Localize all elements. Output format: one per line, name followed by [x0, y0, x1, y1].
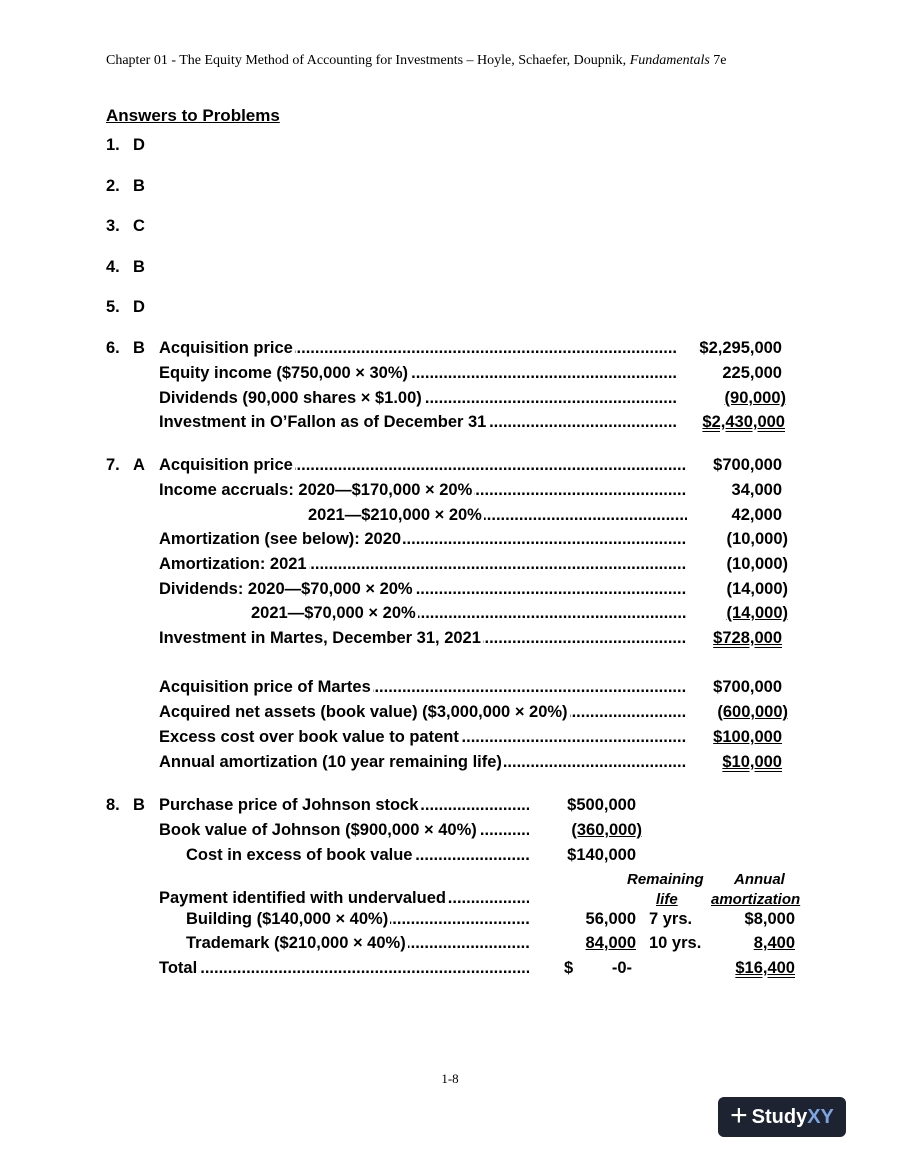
p8-building-label: Building ($140,000 × 40%) ..... [186, 910, 529, 929]
p8-row-label: Cost in excess of book value ..... [186, 846, 529, 865]
p7-martes-label: Acquisition price of Martes ..... [159, 678, 687, 697]
p6-row-value: 225,000 [722, 364, 782, 382]
p8-building-life: 7 yrs. [649, 910, 693, 928]
answer-4-number: 4. [106, 258, 120, 276]
p8-payment-label: Payment identified with undervalued ..... [159, 889, 529, 908]
header-text: Chapter 01 - The Equity Method of Accounting for Investments – Hoyle, Schaefer, Doupnik, [106, 53, 630, 68]
col-life-header: life [656, 891, 678, 908]
answer-5-number: 5. [106, 298, 120, 316]
p8-row-label: Purchase price of Johnson stock ..... [159, 796, 529, 815]
p8-building-value: 56,000 [585, 910, 636, 928]
p6-row-value: $2,295,000 [699, 339, 782, 357]
p7-row-label: Acquisition price ..... [159, 456, 687, 475]
p8-total-value: -0- [611, 959, 632, 977]
p8-total-label: Total ..... [159, 959, 529, 978]
p7-martes-label: Acquired net assets (book value) ($3,000,000 × 20%) ..... [159, 703, 687, 722]
p8-row-value: $140,000 [567, 846, 636, 864]
p7-row-value: (10,000) [726, 530, 788, 548]
problem-6-letter: B [133, 339, 145, 357]
p6-row-label: Acquisition price ..... [159, 339, 677, 358]
problem-6-number: 6. [106, 339, 120, 357]
answer-5-letter: D [133, 298, 145, 316]
p7-martes-value: $100,000 [713, 728, 782, 746]
col-amortization-header: amortization [711, 891, 801, 908]
p7-martes-label: Annual amortization (10 year remaining life) ..... [159, 753, 687, 772]
header-book: Fundamentals [629, 53, 710, 68]
p7-row-label: 2021—$70,000 × 20% ..... [251, 604, 687, 623]
p7-row-value: $728,000 [713, 629, 782, 647]
studyxy-logo [718, 1097, 846, 1137]
problem-8-letter: B [133, 796, 145, 814]
problem-7-number: 7. [106, 456, 120, 474]
p6-row-label: Dividends (90,000 shares × $1.00) ..... [159, 389, 677, 408]
problem-8-number: 8. [106, 796, 120, 814]
logo-accent: XY [807, 1105, 834, 1128]
answer-3-number: 3. [106, 217, 120, 235]
p7-row-label: Dividends: 2020—$70,000 × 20% ..... [159, 580, 687, 599]
p8-row-value: (360,000) [571, 821, 642, 839]
answer-2-number: 2. [106, 177, 120, 195]
col-annual-header: Annual [734, 871, 785, 888]
p7-row-value: (10,000) [726, 555, 788, 573]
p6-row-label: Equity income ($750,000 × 30%) ..... [159, 364, 677, 383]
p6-row-value: (90,000) [724, 389, 786, 407]
p7-row-value: 42,000 [731, 506, 782, 524]
header-edition: 7e [709, 53, 727, 68]
section-title: Answers to Problems [106, 106, 280, 125]
p8-trademark-label: Trademark ($210,000 × 40%) ..... [186, 934, 529, 953]
p7-row-label: Amortization (see below): 2020 ..... [159, 530, 687, 549]
p7-martes-label: Excess cost over book value to patent ..... [159, 728, 687, 747]
p7-row-value: 34,000 [731, 481, 782, 499]
p7-row-label: Amortization: 2021 ..... [159, 555, 687, 574]
p7-martes-value: (600,000) [717, 703, 788, 721]
p7-row-value: (14,000) [726, 604, 788, 622]
p7-martes-value: $700,000 [713, 678, 782, 696]
p8-row-value: $500,000 [567, 796, 636, 814]
p7-row-label: Investment in Martes, December 31, 2021 ..... [159, 629, 687, 648]
answer-2-letter: B [133, 177, 145, 195]
p7-row-label: Income accruals: 2020—$170,000 × 20% ..... [159, 481, 687, 500]
p7-row-label: 2021—$210,000 × 20% ..... [308, 506, 687, 525]
p8-total-dollar: $ [564, 959, 574, 977]
logo-text: Study [751, 1105, 808, 1128]
answer-3-letter: C [133, 217, 145, 235]
p8-row-label: Book value of Johnson ($900,000 × 40%) ..... [159, 821, 529, 840]
answer-1-number: 1. [106, 136, 120, 154]
p8-trademark-life: 10 yrs. [649, 934, 702, 952]
p6-row-value: $2,430,000 [702, 413, 785, 431]
p8-building-amort: $8,000 [744, 910, 795, 928]
problem-7-letter: A [133, 456, 145, 474]
page-number: 1-8 [441, 1071, 459, 1086]
col-remaining-header: Remaining [627, 871, 704, 888]
p8-trademark-amort: 8,400 [753, 934, 795, 952]
answer-1-letter: D [133, 136, 145, 154]
plus-icon: + [730, 1098, 748, 1132]
p7-row-value: (14,000) [726, 580, 788, 598]
page-header [106, 53, 727, 69]
p8-trademark-value: 84,000 [585, 934, 636, 952]
p7-martes-value: $10,000 [722, 753, 782, 771]
answer-4-letter: B [133, 258, 145, 276]
p6-row-label: Investment in O’Fallon as of December 31 ..... [159, 413, 677, 432]
p7-row-value: $700,000 [713, 456, 782, 474]
p8-total-amort: $16,400 [735, 959, 795, 977]
